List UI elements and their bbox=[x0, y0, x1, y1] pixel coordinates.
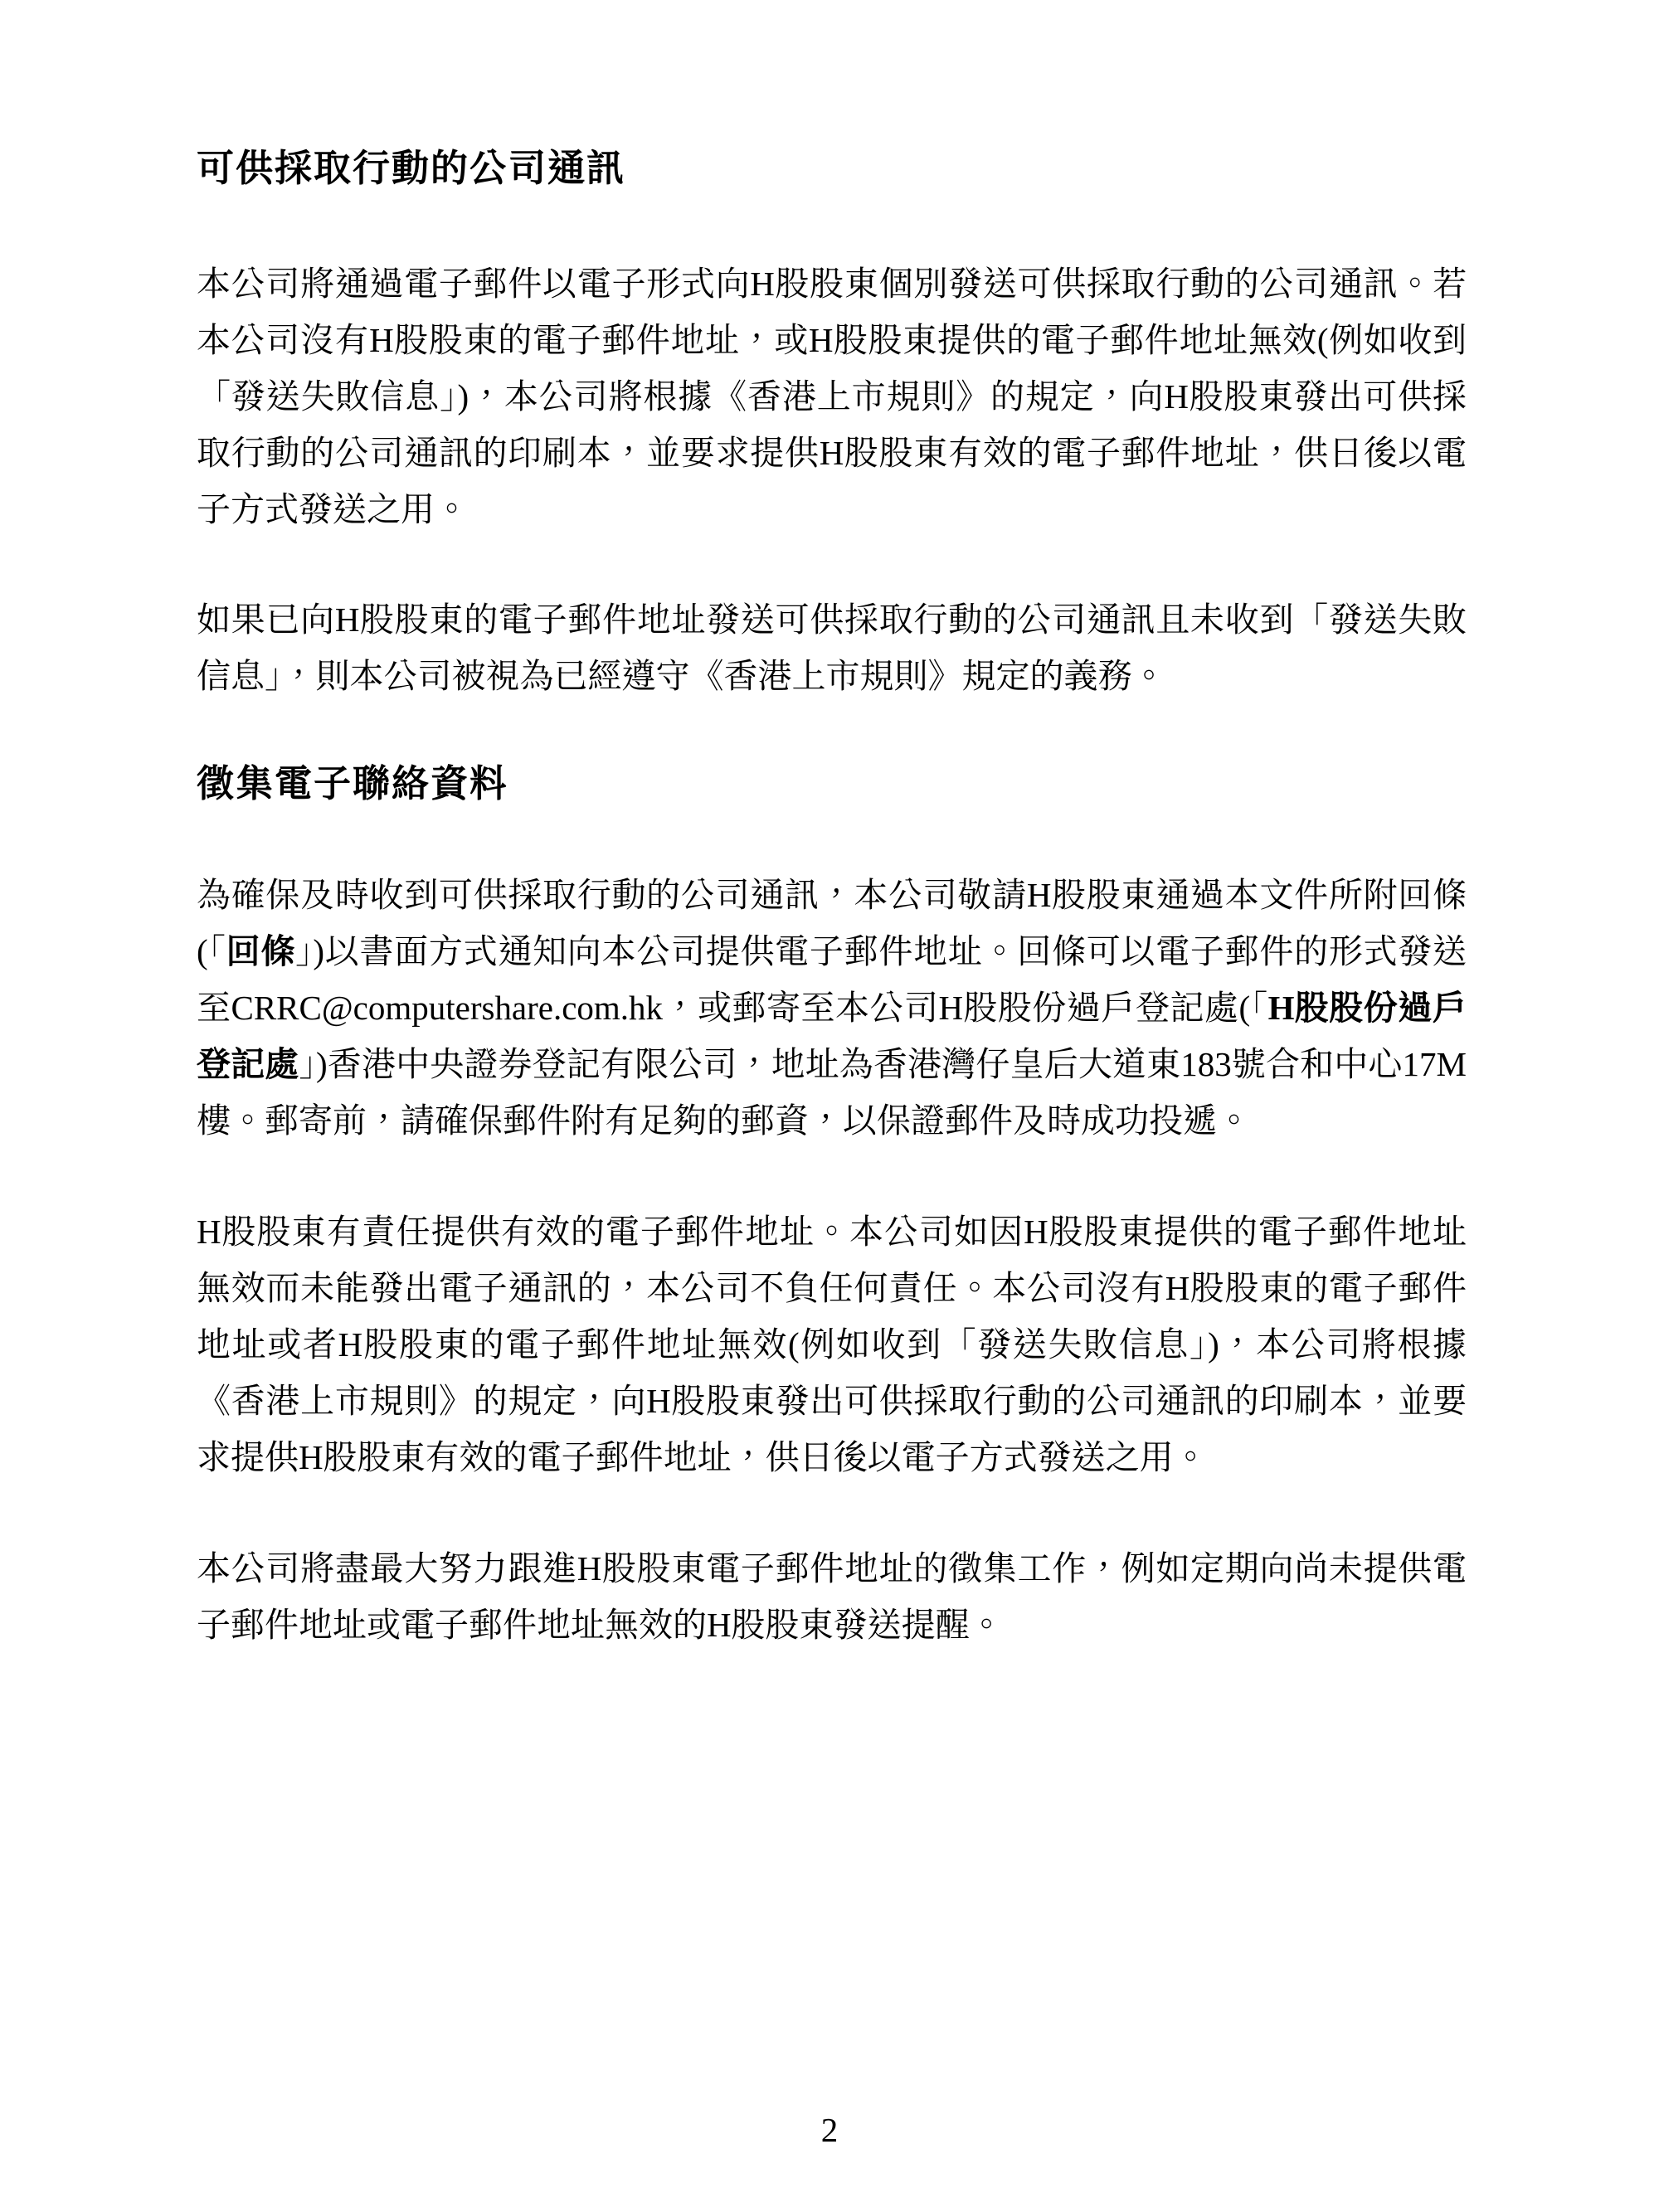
reply-form-text-2: 」)以書面方式通知向本公司提供電子郵件地址。回條可以電子郵件的形式發送至CRRC@computershare.com.hk，或郵寄至本公司H股股份過戶登記處(「 bbox=[197, 932, 1467, 1027]
reply-form-defined-term: 回條 bbox=[226, 932, 296, 970]
reply-form-text-3: 」)香港中央證券登記有限公司，地址為香港灣仔皇后大道東183號合和中心17M樓。郵寄前，請確保郵件附有足夠的郵資，以保證郵件及時成功投遞。 bbox=[197, 1045, 1467, 1140]
paragraph-deemed-compliance: 如果已向H股股東的電子郵件地址發送可供採取行動的公司通訊且未收到「發送失敗信息」，則本公司被視為已經遵守《香港上市規則》規定的義務。 bbox=[197, 600, 1467, 695]
page-number: 2 bbox=[820, 2111, 839, 2149]
paragraph-electronic-delivery: 本公司將通過電子郵件以電子形式向H股股東個別發送可供採取行動的公司通訊。若本公司沒有H股股東的電子郵件地址，或H股股東提供的電子郵件地址無效(例如收到「發送失敗信息」)，本公司將根據《香港上市規則》的規定，向H股股東發出可供採取行動的公司通訊的印刷本，並要求提供H股股東有效的電子郵件地址，供日後以電子方式發送之用。 bbox=[197, 265, 1467, 528]
paragraph-reply-form-instructions bbox=[197, 867, 1467, 1149]
paragraph-follow-up-reminders: 本公司將盡最大努力跟進H股股東電子郵件地址的徵集工作，例如定期向尚未提供電子郵件地址或電子郵件地址無效的H股股東發送提醒。 bbox=[197, 1549, 1467, 1644]
share-registrar-defined-term: H股股份過戶登記處 bbox=[197, 989, 1467, 1083]
paragraph-shareholder-responsibility: H股股東有責任提供有效的電子郵件地址。本公司如因H股股東提供的電子郵件地址無效而未能發出電子通訊的，本公司不負任何責任。本公司沒有H股股東的電子郵件地址或者H股股東的電子郵件地址無效(例如收到「發送失敗信息」)，本公司將根據《香港上市規則》的規定，向H股股東發出可供採取行動的公司通訊的印刷本，並要求提供H股股東有效的電子郵件地址，供日後以電子方式發送之用。 bbox=[197, 1213, 1467, 1476]
reply-form-text-1: 為確保及時收到可供採取行動的公司通訊，本公司敬請H股股東通過本文件所附回條(「 bbox=[197, 876, 1467, 970]
heading-actionable-corporate-communications: 可供採取行動的公司通訊 bbox=[197, 147, 626, 189]
heading-collection-of-electronic-contact-details: 徵集電子聯絡資料 bbox=[197, 762, 509, 805]
document-content bbox=[197, 0, 1467, 1653]
